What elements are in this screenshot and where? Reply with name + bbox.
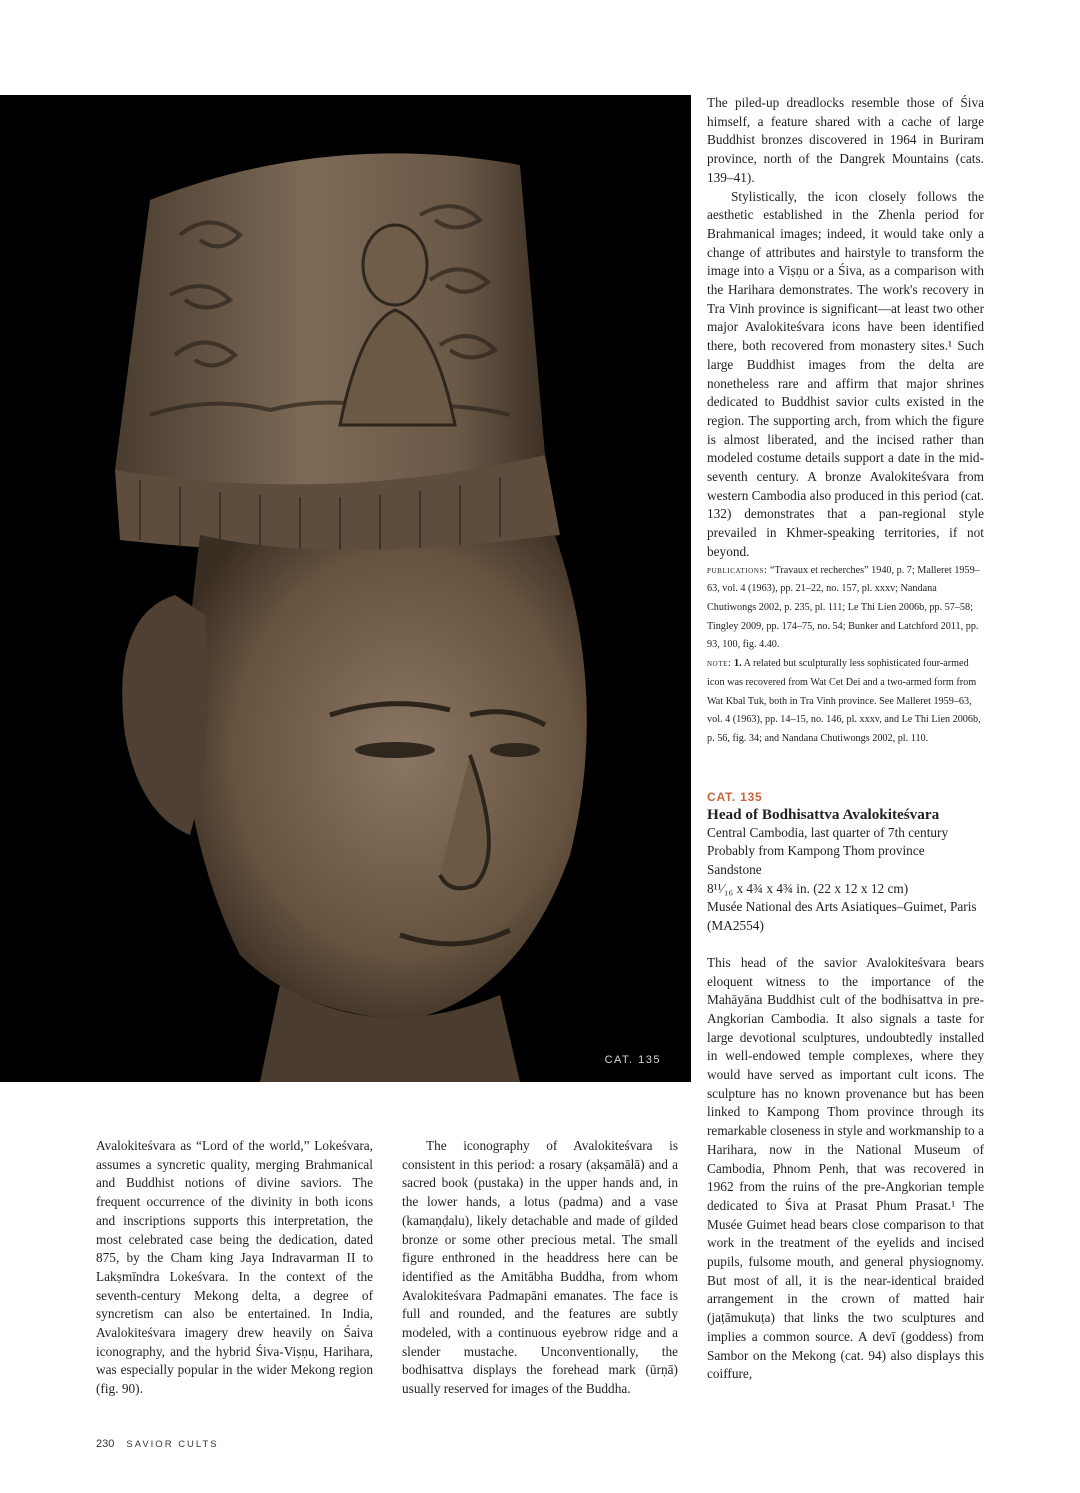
section-title: SAVIOR CULTS [126, 1439, 219, 1450]
note-number: 1. [731, 658, 742, 670]
paragraph: Stylistically, the icon closely follows the aesthetic established in the Zhenla period for Brahmanical images; indeed, it would take only a change of attributes and hairstyle to transform the image into a Viṣṇu or a Śiva, as a comparison with the Harihara demonstrates. The work's recovery in Tra Vinh province is significant—at least two other major Avalokiteśvara icons have been identified there, both recovered from monastery sites.¹ Such large Buddhist images from the delta are nonetheless rare and affirm that major shrines dedicated to Buddhist savior cults existed in the region. The supporting arch, from which the figure is almost liberated, and the incised rather than modeled costume details support a date in the mid-seventh century. A bronze Avalokiteśvara from western Cambodia also produced in this period (cat. 132) demonstrates that a pan-regional style prevailed in Khmer-speaking territories, if not beyond. [707, 188, 984, 559]
meta-line: Probably from Kampong Thom province [707, 843, 925, 859]
meta-line: Musée National des Arts Asiatiques–Guimet, Paris (MA2554) [707, 899, 977, 934]
catalog-meta [707, 824, 984, 936]
page-number: 230 [96, 1438, 115, 1450]
publications-text: “Travaux et recherches” 1940, p. 7; Malleret 1959–63, vol. 4 (1963), pp. 21–22, no. 157, pl. xxxv; Nandana Chutiwongs 2002, p. 235, pl. 111; Le Thi Lien 2006b, pp. 57–58; Tingley 2009, pp. 174–75, no. 54; Bunker and Latchford 2011, pp. 93, 100, fig. 4.40. [707, 564, 980, 651]
note [707, 655, 984, 749]
paragraph: This head of the savior Avalokiteśvara bears eloquent witness to the importance of the Mahāyāna Buddhist cult of the bodhisattva in pre-Angkorian Cambodia. It also signals a taste for large devotional sculptures, undoubtedly installed in well-endowed temple complexes, where they would have served as important cult icons. The sculpture has no known provenance but has been linked to Kampong Thom province through its remarkable closeness in style and workmanship to a Harihara, now in the National Museum of Cambodia, Phnom Penh, that was recovered in 1962 from the ruins of the pre-Angkorian temple dedicated to Śiva at Prasat Phum Prasat.¹ The Musée Guimet head bears close comparison to that work in the treatment of the eyelids and incised pupils, fulsome mouth, and general physiognomy. But most of all, it is the near-identical braided arrangement in the crown of matted hair (jaṭāmukuṭa) that links the two sculptures and implies a common source. A devī (goddess) from Sambor on the Mekong (cat. 94) also displays this coiffure, [707, 954, 984, 1382]
paragraph: The iconography of Avalokiteśvara is consistent in this period: a rosary (akṣamālā) and a sacred book (pustaka) in the upper hands and, in the lower hands, a lotus (padma) and a vase (kamaṇḍalu), likely detachable and made of gilded bronze or some other precious metal. The small figure enthroned in the headdress here can be identified as the Amitābha Buddha, from whom Avalokiteśvara Padmapāni emanates. The face is full and rounded, and the features are subtly modeled, with a continuous eyebrow ridge and a slender mustache. Unconventionally, the bodhisattva displays the forehead mark (ūrṇā) usually reserved for images of the Buddha. [402, 1138, 678, 1397]
meta-line: 8¹¹⁄₁₆ x 4¾ x 4¾ in. (22 x 12 x 12 cm) [707, 880, 909, 896]
meta-line: Central Cambodia, last quarter of 7th century [707, 824, 949, 840]
publications [707, 562, 984, 656]
note-text: A related but sculpturally less sophisticated four-armed icon was recovered from Wat Cet Dei and a two-armed form from Wat Kbal Tuk, both in Tra Vinh province. See Malleret 1959–63, vol. 4 (1963), pp. 14–15, no. 146, pl. xxxv, and Le Thi Lien 2006b, p. 56, fig. 34; and Nandana Chutiwongs 2002, pl. 110. [707, 658, 981, 744]
sculpture-head-icon [0, 95, 691, 1082]
paragraph: The piled-up dreadlocks resemble those of Śiva himself, a feature shared with a cache of large Buddhist bronzes discovered in 1964 in Buriram province, north of the Dangrek Mountains (cats. 139–41). [707, 95, 984, 185]
publications-label: publications: [707, 564, 768, 576]
left-bottom-column [96, 1137, 373, 1399]
meta-line: Sandstone [707, 862, 762, 878]
photo-caption: CAT. 135 [604, 1054, 661, 1066]
right-column [707, 94, 984, 1384]
page-footer [96, 1438, 219, 1450]
note-label: note: [707, 658, 732, 670]
middle-bottom-column [402, 1137, 678, 1399]
sculpture-photo [0, 95, 691, 1082]
catalog-title: Head of Bodhisattva Avalokiteśvara [707, 805, 940, 823]
paragraph: Avalokiteśvara as “Lord of the world,” Lokeśvara, assumes a syncretic quality, merging Brahmanical and Buddhist notions of divine saviors. The frequent occurrence of the divinity in both icons and inscriptions supports this interpretation, the most celebrated case being the dedication, dated 875, by the Cham king Jaya Indravarman II to Lakṣmīndra Lokeśvara. In the context of the seventh-century Mekong delta, a degree of syncretism can also be entertained. In India, Avalokiteśvara imagery drew heavily on Śaiva iconography, and the hybrid Śiva-Viṣṇu, Harihara, was especially popular in the wider Mekong region (fig. 90). [96, 1138, 373, 1397]
catalog-number: CAT. 135 [707, 789, 763, 804]
